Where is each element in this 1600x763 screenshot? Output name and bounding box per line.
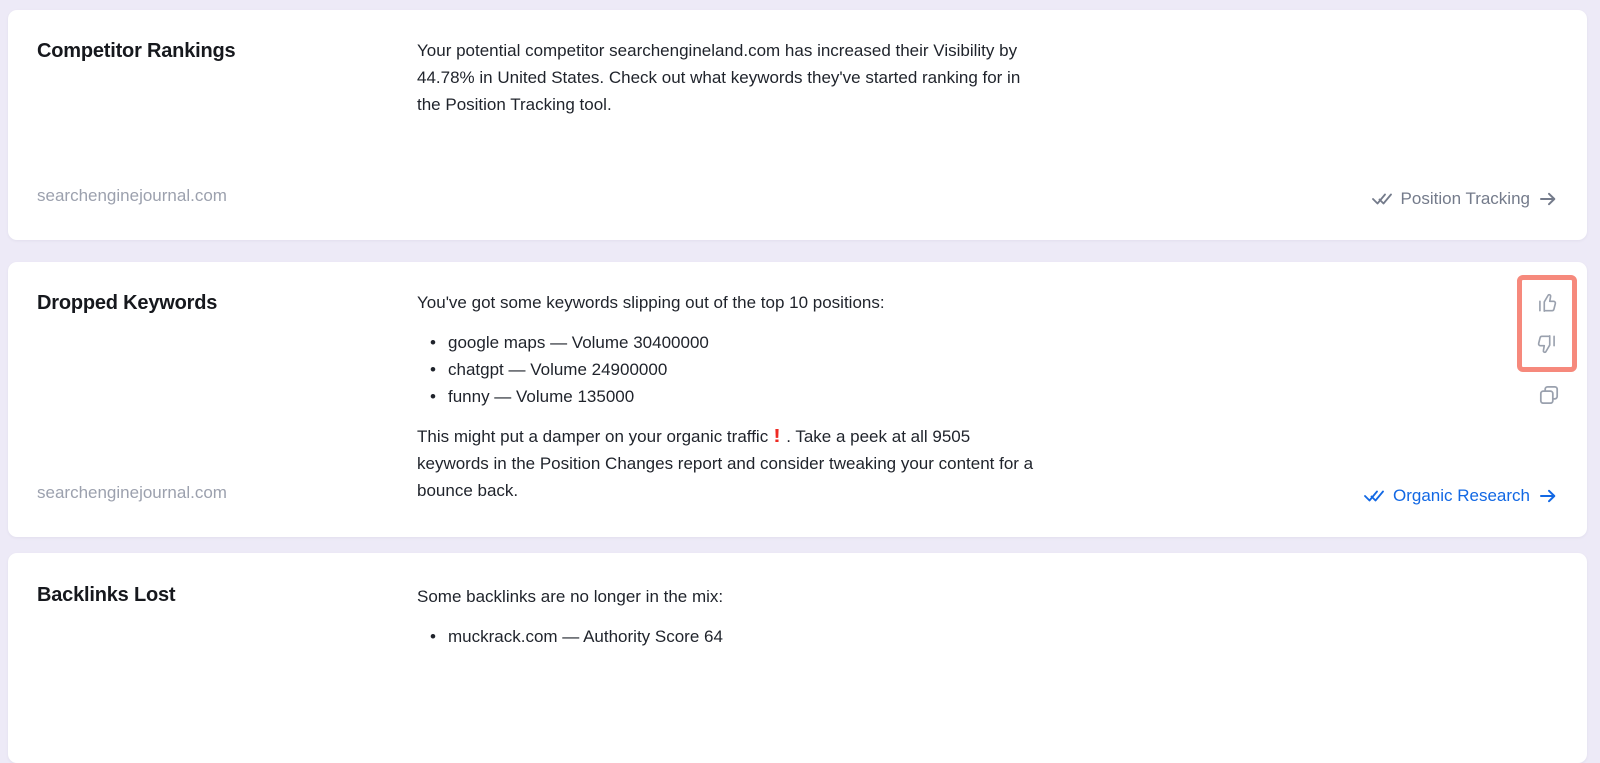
list-item: • funny — Volume 135000	[417, 383, 1207, 410]
red-exclamation-mark: !	[773, 426, 781, 446]
body-line: 44.78% in United States. Check out what keywords they've started ranking for in	[417, 68, 1021, 87]
list-item: • chatgpt — Volume 24900000	[417, 356, 1207, 383]
card-body	[417, 37, 1207, 118]
link-label: Organic Research	[1392, 486, 1530, 505]
card-title: Competitor Rankings	[37, 40, 236, 62]
card-body	[417, 289, 1207, 504]
body-line: bounce back.	[417, 481, 519, 500]
body-line: keywords in the Position Changes report and consider tweaking your content for a	[417, 454, 1034, 473]
outro-text: This might put a damper on your organic traffic	[417, 427, 769, 446]
list-item: • muckrack.com — Authority Score 64	[417, 623, 1207, 650]
thumbs-up-button[interactable]	[1535, 291, 1559, 315]
double-check-icon	[1372, 191, 1392, 206]
card-title: Backlinks Lost	[37, 584, 176, 606]
outro-text: . Take a peek at all 9505	[786, 427, 971, 446]
list-item: • google maps — Volume 30400000	[417, 329, 1207, 356]
body-line: You've got some keywords slipping out of the top 10 positions:	[417, 293, 885, 312]
thumbs-down-button[interactable]	[1535, 332, 1559, 356]
body-line: the Position Tracking tool.	[417, 95, 612, 114]
source-domain: searchenginejournal.com	[37, 483, 227, 502]
thumbs-up-icon	[1535, 291, 1559, 315]
body-line: Some backlinks are no longer in the mix:	[417, 587, 724, 606]
body-line: Your potential competitor searchengineland.com has increased their Visibility by	[417, 41, 1018, 60]
card-title: Dropped Keywords	[37, 292, 218, 314]
link-label: Position Tracking	[1400, 189, 1530, 208]
double-check-icon	[1364, 488, 1384, 503]
source-domain: searchenginejournal.com	[37, 186, 227, 205]
card-body	[417, 583, 1207, 650]
body-line	[417, 423, 1207, 450]
organic-research-link[interactable]	[1364, 482, 1557, 509]
copy-icon	[1537, 383, 1561, 407]
card-competitor-rankings	[8, 10, 1587, 240]
card-backlinks-lost	[8, 553, 1587, 763]
arrow-right-icon	[1539, 191, 1557, 207]
feedback-highlight-box	[1517, 275, 1577, 372]
position-tracking-link[interactable]	[1372, 185, 1557, 212]
keyword-list	[417, 329, 1207, 410]
copy-button[interactable]	[1537, 383, 1561, 407]
card-dropped-keywords	[8, 262, 1587, 537]
arrow-right-icon	[1539, 488, 1557, 504]
card-outro	[417, 423, 1207, 504]
backlink-list	[417, 623, 1207, 650]
thumbs-down-icon	[1535, 332, 1559, 356]
